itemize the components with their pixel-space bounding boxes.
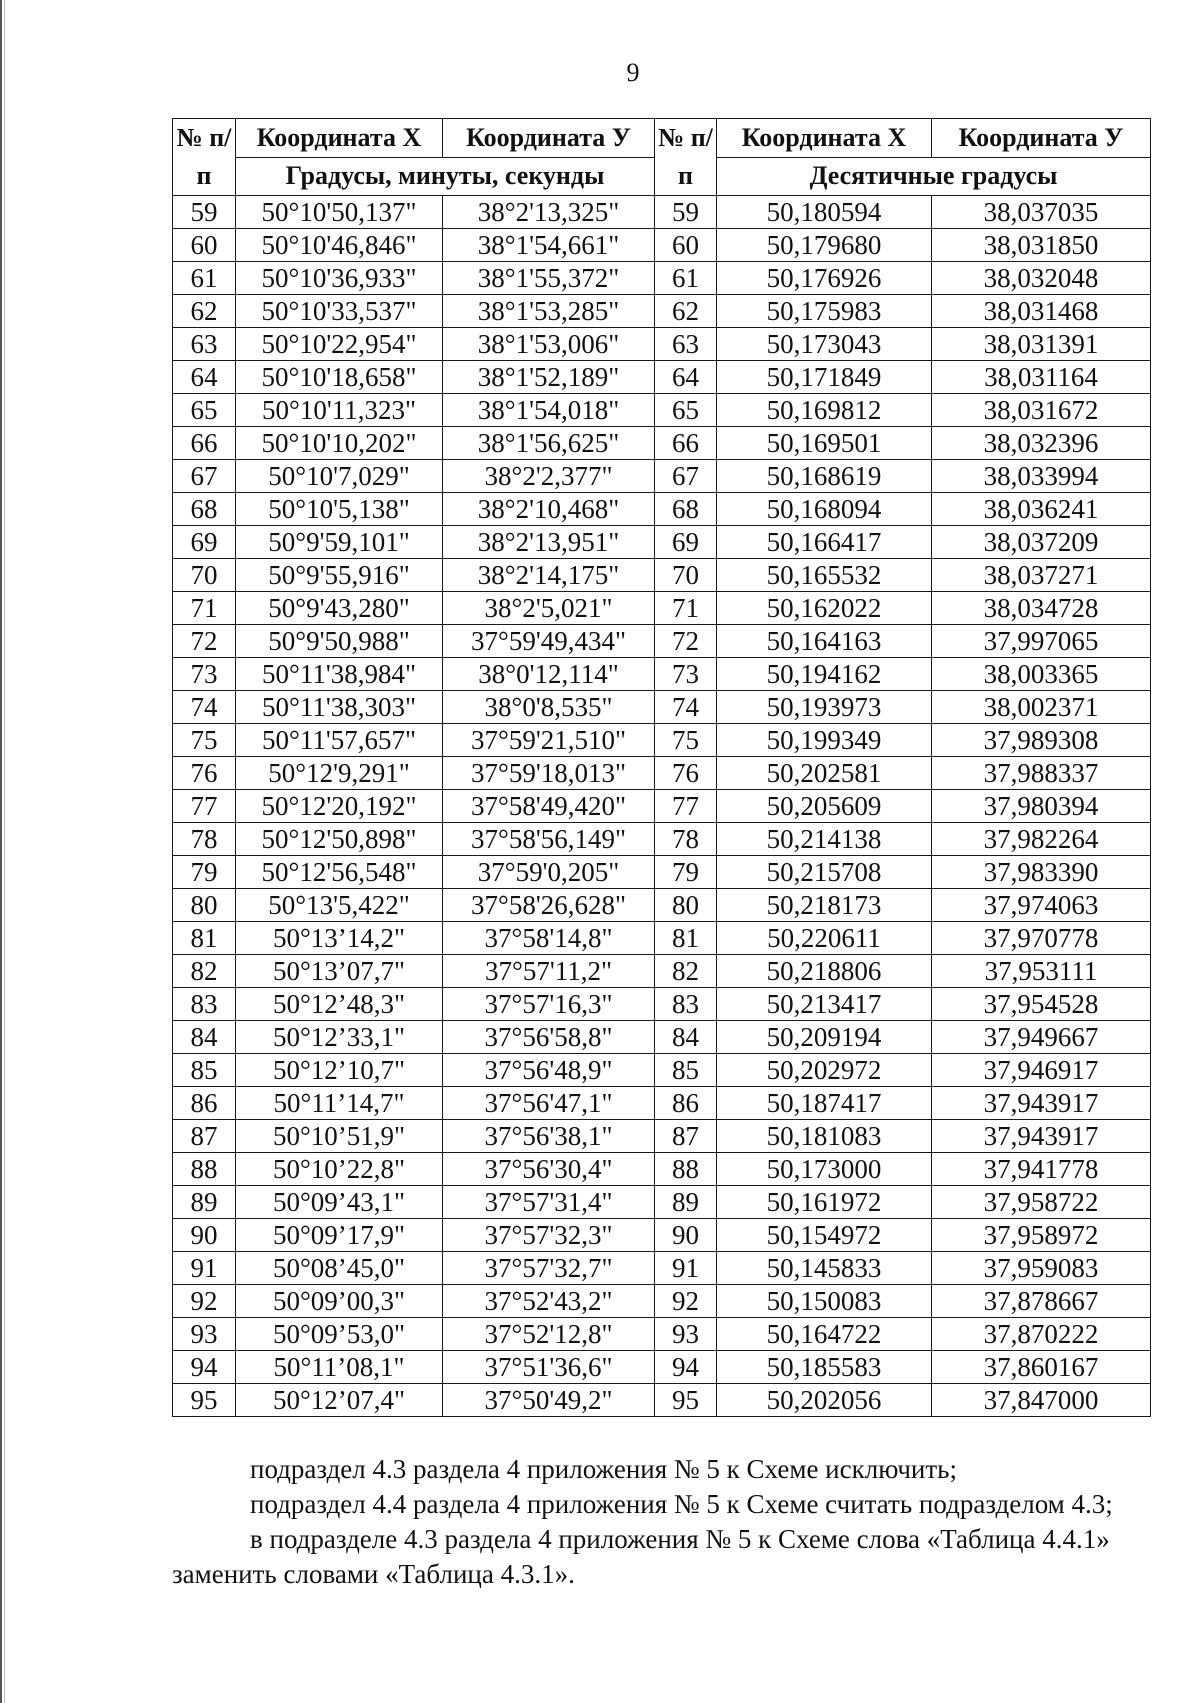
cell-decimal-x: 50,213417 (717, 988, 932, 1021)
cell-dms-x: 50°10’51,9" (236, 1120, 443, 1153)
cell-num-right: 71 (655, 592, 717, 625)
cell-dms-y: 37°59'18,013" (443, 757, 655, 790)
cell-decimal-y: 38,037271 (932, 559, 1151, 592)
cell-num-right: 67 (655, 460, 717, 493)
cell-decimal-y: 37,980394 (932, 790, 1151, 823)
cell-decimal-x: 50,209194 (717, 1021, 932, 1054)
cell-num-right: 59 (655, 196, 717, 229)
header-coord-x-left: Координата X (236, 119, 443, 158)
cell-num-right: 72 (655, 625, 717, 658)
cell-num-left: 66 (173, 427, 236, 460)
cell-dms-y: 37°59'21,510" (443, 724, 655, 757)
cell-dms-x: 50°09’17,9" (236, 1219, 443, 1252)
cell-num-left: 87 (173, 1120, 236, 1153)
cell-dms-y: 38°1'56,625" (443, 427, 655, 460)
table-row (173, 1186, 1151, 1219)
cell-dms-y: 37°56'58,8" (443, 1021, 655, 1054)
table-body (173, 196, 1151, 1417)
cell-num-right: 82 (655, 955, 717, 988)
cell-decimal-y: 37,982264 (932, 823, 1151, 856)
cell-decimal-y: 38,032396 (932, 427, 1151, 460)
cell-decimal-x: 50,164163 (717, 625, 932, 658)
cell-decimal-y: 37,974063 (932, 889, 1151, 922)
scan-left-edge (0, 0, 2, 1703)
cell-num-left: 93 (173, 1318, 236, 1351)
table-row (173, 328, 1151, 361)
cell-dms-x: 50°12'9,291" (236, 757, 443, 790)
cell-dms-y: 37°57'11,2" (443, 955, 655, 988)
cell-dms-x: 50°10'22,954" (236, 328, 443, 361)
paragraph-2: подраздел 4.4 раздела 4 приложения № 5 к Схеме считать подразделом 4.3; (250, 1489, 1113, 1519)
page-number: 9 (626, 58, 640, 87)
cell-num-left: 78 (173, 823, 236, 856)
cell-num-right: 63 (655, 328, 717, 361)
cell-num-left: 74 (173, 691, 236, 724)
table-row (173, 757, 1151, 790)
cell-dms-y: 38°1'54,661" (443, 229, 655, 262)
cell-num-left: 86 (173, 1087, 236, 1120)
cell-decimal-x: 50,169812 (717, 394, 932, 427)
coordinates-table (172, 118, 1151, 1417)
table-row (173, 427, 1151, 460)
cell-num-left: 90 (173, 1219, 236, 1252)
table-row (173, 493, 1151, 526)
cell-num-left: 68 (173, 493, 236, 526)
cell-decimal-y: 37,860167 (932, 1351, 1151, 1384)
table-row (173, 691, 1151, 724)
cell-dms-y: 38°2'13,951" (443, 526, 655, 559)
cell-decimal-y: 38,031468 (932, 295, 1151, 328)
cell-dms-y: 38°2'5,021" (443, 592, 655, 625)
table-row (173, 790, 1151, 823)
cell-dms-x: 50°10'18,658" (236, 361, 443, 394)
cell-dms-y: 37°59'49,434" (443, 625, 655, 658)
cell-decimal-y: 37,943917 (932, 1087, 1151, 1120)
table-row (173, 526, 1151, 559)
header-dms: Градусы, минуты, секунды (236, 157, 655, 196)
cell-num-left: 67 (173, 460, 236, 493)
header-coord-y-left: Координата У (443, 119, 655, 158)
table-row (173, 1318, 1151, 1351)
cell-num-left: 75 (173, 724, 236, 757)
cell-dms-x: 50°11'57,657" (236, 724, 443, 757)
table-row (173, 1384, 1151, 1417)
cell-decimal-x: 50,218173 (717, 889, 932, 922)
cell-num-left: 83 (173, 988, 236, 1021)
table-row (173, 856, 1151, 889)
cell-dms-x: 50°9'59,101" (236, 526, 443, 559)
cell-num-left: 73 (173, 658, 236, 691)
cell-decimal-x: 50,165532 (717, 559, 932, 592)
cell-decimal-x: 50,181083 (717, 1120, 932, 1153)
cell-dms-y: 37°59'0,205" (443, 856, 655, 889)
cell-num-right: 89 (655, 1186, 717, 1219)
cell-decimal-y: 38,031850 (932, 229, 1151, 262)
cell-dms-x: 50°10'5,138" (236, 493, 443, 526)
cell-dms-y: 38°0'12,114" (443, 658, 655, 691)
cell-dms-y: 38°1'54,018" (443, 394, 655, 427)
scan-left-edge-shadow (4, 0, 5, 1703)
table-header-row-1 (173, 119, 1151, 158)
cell-dms-y: 37°58'26,628" (443, 889, 655, 922)
cell-dms-x: 50°9'50,988" (236, 625, 443, 658)
cell-decimal-y: 38,031164 (932, 361, 1151, 394)
table-row (173, 889, 1151, 922)
cell-num-left: 71 (173, 592, 236, 625)
cell-num-right: 77 (655, 790, 717, 823)
header-decimal: Десятичные градусы (717, 157, 1151, 196)
cell-decimal-x: 50,194162 (717, 658, 932, 691)
cell-num-right: 69 (655, 526, 717, 559)
table-row (173, 922, 1151, 955)
cell-num-left: 88 (173, 1153, 236, 1186)
cell-num-right: 73 (655, 658, 717, 691)
cell-num-right: 83 (655, 988, 717, 1021)
table-row (173, 559, 1151, 592)
cell-decimal-x: 50,164722 (717, 1318, 932, 1351)
cell-dms-y: 38°2'2,377" (443, 460, 655, 493)
cell-num-right: 87 (655, 1120, 717, 1153)
cell-dms-x: 50°10'46,846" (236, 229, 443, 262)
cell-decimal-y: 37,946917 (932, 1054, 1151, 1087)
table-row (173, 1120, 1151, 1153)
cell-dms-y: 37°57'16,3" (443, 988, 655, 1021)
table-row (173, 658, 1151, 691)
cell-decimal-y: 37,949667 (932, 1021, 1151, 1054)
amendment-text (172, 1452, 1162, 1592)
cell-dms-x: 50°09’00,3" (236, 1285, 443, 1318)
cell-dms-y: 38°0'8,535" (443, 691, 655, 724)
cell-decimal-x: 50,193973 (717, 691, 932, 724)
cell-dms-x: 50°10'10,202" (236, 427, 443, 460)
cell-decimal-x: 50,145833 (717, 1252, 932, 1285)
cell-decimal-x: 50,215708 (717, 856, 932, 889)
cell-decimal-x: 50,179680 (717, 229, 932, 262)
cell-dms-x: 50°12'50,898" (236, 823, 443, 856)
cell-decimal-y: 37,958972 (932, 1219, 1151, 1252)
table-row (173, 1021, 1151, 1054)
cell-decimal-y: 37,958722 (932, 1186, 1151, 1219)
table-row (173, 1351, 1151, 1384)
cell-decimal-y: 37,953111 (932, 955, 1151, 988)
table-row (173, 196, 1151, 229)
table-row (173, 1219, 1151, 1252)
header-coord-x-right: Координата X (717, 119, 932, 158)
cell-dms-y: 37°56'30,4" (443, 1153, 655, 1186)
table-row (173, 262, 1151, 295)
cell-decimal-x: 50,150083 (717, 1285, 932, 1318)
cell-decimal-y: 37,997065 (932, 625, 1151, 658)
cell-decimal-x: 50,162022 (717, 592, 932, 625)
cell-decimal-y: 37,959083 (932, 1252, 1151, 1285)
table-row (173, 1153, 1151, 1186)
cell-dms-y: 37°52'43,2" (443, 1285, 655, 1318)
cell-decimal-y: 37,870222 (932, 1318, 1151, 1351)
table-row (173, 823, 1151, 856)
cell-decimal-y: 38,032048 (932, 262, 1151, 295)
table-row (173, 955, 1151, 988)
cell-dms-y: 38°2'13,325" (443, 196, 655, 229)
cell-num-left: 65 (173, 394, 236, 427)
cell-decimal-x: 50,173000 (717, 1153, 932, 1186)
cell-dms-x: 50°08’45,0" (236, 1252, 443, 1285)
cell-decimal-y: 37,943917 (932, 1120, 1151, 1153)
cell-dms-y: 37°56'48,9" (443, 1054, 655, 1087)
cell-num-left: 61 (173, 262, 236, 295)
cell-dms-y: 37°58'14,8" (443, 922, 655, 955)
cell-num-right: 70 (655, 559, 717, 592)
cell-decimal-y: 37,847000 (932, 1384, 1151, 1417)
cell-decimal-y: 38,037035 (932, 196, 1151, 229)
cell-dms-x: 50°12’33,1" (236, 1021, 443, 1054)
cell-num-left: 89 (173, 1186, 236, 1219)
cell-num-right: 80 (655, 889, 717, 922)
cell-num-right: 75 (655, 724, 717, 757)
cell-num-right: 60 (655, 229, 717, 262)
cell-num-right: 93 (655, 1318, 717, 1351)
cell-num-left: 60 (173, 229, 236, 262)
cell-dms-y: 37°58'56,149" (443, 823, 655, 856)
paragraph-1: подраздел 4.3 раздела 4 приложения № 5 к Схеме исключить; (250, 1454, 957, 1484)
cell-num-right: 68 (655, 493, 717, 526)
cell-decimal-x: 50,199349 (717, 724, 932, 757)
table-row (173, 625, 1151, 658)
cell-num-left: 85 (173, 1054, 236, 1087)
table-row (173, 460, 1151, 493)
cell-dms-x: 50°12’07,4" (236, 1384, 443, 1417)
cell-num-left: 72 (173, 625, 236, 658)
cell-num-right: 79 (655, 856, 717, 889)
cell-dms-y: 37°57'32,7" (443, 1252, 655, 1285)
cell-decimal-y: 37,878667 (932, 1285, 1151, 1318)
cell-num-right: 66 (655, 427, 717, 460)
cell-num-right: 95 (655, 1384, 717, 1417)
cell-num-right: 81 (655, 922, 717, 955)
cell-decimal-x: 50,168619 (717, 460, 932, 493)
table-row (173, 295, 1151, 328)
cell-num-right: 86 (655, 1087, 717, 1120)
table-row (173, 988, 1151, 1021)
cell-decimal-x: 50,166417 (717, 526, 932, 559)
cell-decimal-x: 50,202581 (717, 757, 932, 790)
cell-num-left: 80 (173, 889, 236, 922)
table-row (173, 724, 1151, 757)
cell-num-right: 94 (655, 1351, 717, 1384)
cell-num-right: 78 (655, 823, 717, 856)
cell-dms-y: 38°1'53,006" (443, 328, 655, 361)
cell-num-right: 88 (655, 1153, 717, 1186)
cell-decimal-y: 38,003365 (932, 658, 1151, 691)
cell-decimal-y: 38,031391 (932, 328, 1151, 361)
cell-decimal-x: 50,187417 (717, 1087, 932, 1120)
table-row (173, 361, 1151, 394)
cell-decimal-x: 50,218806 (717, 955, 932, 988)
cell-num-right: 76 (655, 757, 717, 790)
cell-decimal-x: 50,175983 (717, 295, 932, 328)
cell-decimal-y: 37,989308 (932, 724, 1151, 757)
cell-decimal-y: 37,983390 (932, 856, 1151, 889)
table-row (173, 1252, 1151, 1285)
cell-num-left: 91 (173, 1252, 236, 1285)
cell-decimal-x: 50,176926 (717, 262, 932, 295)
cell-dms-y: 37°56'47,1" (443, 1087, 655, 1120)
cell-num-left: 84 (173, 1021, 236, 1054)
cell-decimal-x: 50,173043 (717, 328, 932, 361)
cell-num-right: 64 (655, 361, 717, 394)
cell-num-left: 77 (173, 790, 236, 823)
cell-decimal-y: 37,941778 (932, 1153, 1151, 1186)
cell-dms-y: 37°58'49,420" (443, 790, 655, 823)
cell-dms-x: 50°10'50,137" (236, 196, 443, 229)
cell-dms-x: 50°13’14,2" (236, 922, 443, 955)
header-num-left: № п/п (173, 119, 236, 196)
cell-dms-x: 50°09’53,0" (236, 1318, 443, 1351)
cell-num-left: 92 (173, 1285, 236, 1318)
cell-num-left: 69 (173, 526, 236, 559)
cell-dms-x: 50°11’08,1" (236, 1351, 443, 1384)
table-row (173, 1054, 1151, 1087)
cell-dms-y: 37°51'36,6" (443, 1351, 655, 1384)
cell-decimal-y: 38,031672 (932, 394, 1151, 427)
cell-num-right: 74 (655, 691, 717, 724)
table-row (173, 1087, 1151, 1120)
paragraph-3: в подразделе 4.3 раздела 4 приложения № 5 к Схеме слова «Таблица 4.4.1» заменить словами «Таблица 4.3.1». (172, 1524, 1110, 1589)
cell-num-right: 90 (655, 1219, 717, 1252)
table-row (173, 394, 1151, 427)
cell-decimal-y: 37,970778 (932, 922, 1151, 955)
cell-decimal-x: 50,154972 (717, 1219, 932, 1252)
cell-num-left: 70 (173, 559, 236, 592)
cell-num-right: 91 (655, 1252, 717, 1285)
cell-dms-y: 37°50'49,2" (443, 1384, 655, 1417)
cell-decimal-x: 50,180594 (717, 196, 932, 229)
cell-dms-x: 50°10'7,029" (236, 460, 443, 493)
cell-dms-x: 50°10'11,323" (236, 394, 443, 427)
table-row (173, 229, 1151, 262)
cell-dms-x: 50°10'33,537" (236, 295, 443, 328)
cell-decimal-x: 50,169501 (717, 427, 932, 460)
cell-num-right: 84 (655, 1021, 717, 1054)
cell-dms-x: 50°11'38,303" (236, 691, 443, 724)
cell-dms-y: 37°56'38,1" (443, 1120, 655, 1153)
cell-decimal-y: 38,002371 (932, 691, 1151, 724)
header-coord-y-right: Координата У (932, 119, 1151, 158)
cell-num-left: 59 (173, 196, 236, 229)
cell-dms-x: 50°09’43,1" (236, 1186, 443, 1219)
cell-num-left: 94 (173, 1351, 236, 1384)
cell-decimal-y: 38,037209 (932, 526, 1151, 559)
cell-num-right: 85 (655, 1054, 717, 1087)
cell-num-left: 95 (173, 1384, 236, 1417)
cell-dms-y: 38°1'55,372" (443, 262, 655, 295)
cell-decimal-x: 50,171849 (717, 361, 932, 394)
cell-num-right: 61 (655, 262, 717, 295)
cell-num-right: 65 (655, 394, 717, 427)
cell-decimal-x: 50,185583 (717, 1351, 932, 1384)
cell-dms-y: 37°57'32,3" (443, 1219, 655, 1252)
cell-decimal-y: 38,036241 (932, 493, 1151, 526)
cell-num-left: 76 (173, 757, 236, 790)
cell-decimal-y: 38,033994 (932, 460, 1151, 493)
cell-dms-y: 38°1'53,285" (443, 295, 655, 328)
cell-decimal-x: 50,168094 (717, 493, 932, 526)
cell-dms-x: 50°13'5,422" (236, 889, 443, 922)
cell-dms-y: 38°2'10,468" (443, 493, 655, 526)
cell-num-left: 63 (173, 328, 236, 361)
cell-decimal-y: 38,034728 (932, 592, 1151, 625)
cell-dms-x: 50°12'20,192" (236, 790, 443, 823)
cell-decimal-x: 50,205609 (717, 790, 932, 823)
table-row (173, 592, 1151, 625)
cell-num-left: 81 (173, 922, 236, 955)
cell-dms-x: 50°10’22,8" (236, 1153, 443, 1186)
cell-dms-y: 37°52'12,8" (443, 1318, 655, 1351)
cell-num-right: 62 (655, 295, 717, 328)
cell-dms-x: 50°9'43,280" (236, 592, 443, 625)
cell-decimal-x: 50,220611 (717, 922, 932, 955)
cell-decimal-x: 50,202056 (717, 1384, 932, 1417)
cell-dms-y: 37°57'31,4" (443, 1186, 655, 1219)
table-row (173, 1285, 1151, 1318)
cell-num-right: 92 (655, 1285, 717, 1318)
cell-num-left: 82 (173, 955, 236, 988)
cell-dms-x: 50°12’10,7" (236, 1054, 443, 1087)
cell-decimal-x: 50,214138 (717, 823, 932, 856)
cell-dms-x: 50°13’07,7" (236, 955, 443, 988)
cell-dms-x: 50°11’14,7" (236, 1087, 443, 1120)
cell-decimal-x: 50,161972 (717, 1186, 932, 1219)
cell-num-left: 79 (173, 856, 236, 889)
cell-num-left: 62 (173, 295, 236, 328)
cell-dms-x: 50°10'36,933" (236, 262, 443, 295)
cell-decimal-y: 37,954528 (932, 988, 1151, 1021)
cell-dms-x: 50°9'55,916" (236, 559, 443, 592)
cell-decimal-y: 37,988337 (932, 757, 1151, 790)
cell-dms-x: 50°11'38,984" (236, 658, 443, 691)
cell-dms-y: 38°1'52,189" (443, 361, 655, 394)
header-num-right: № п/п (655, 119, 717, 196)
cell-dms-y: 38°2'14,175" (443, 559, 655, 592)
cell-num-left: 64 (173, 361, 236, 394)
cell-dms-x: 50°12’48,3" (236, 988, 443, 1021)
cell-decimal-x: 50,202972 (717, 1054, 932, 1087)
cell-dms-x: 50°12'56,548" (236, 856, 443, 889)
